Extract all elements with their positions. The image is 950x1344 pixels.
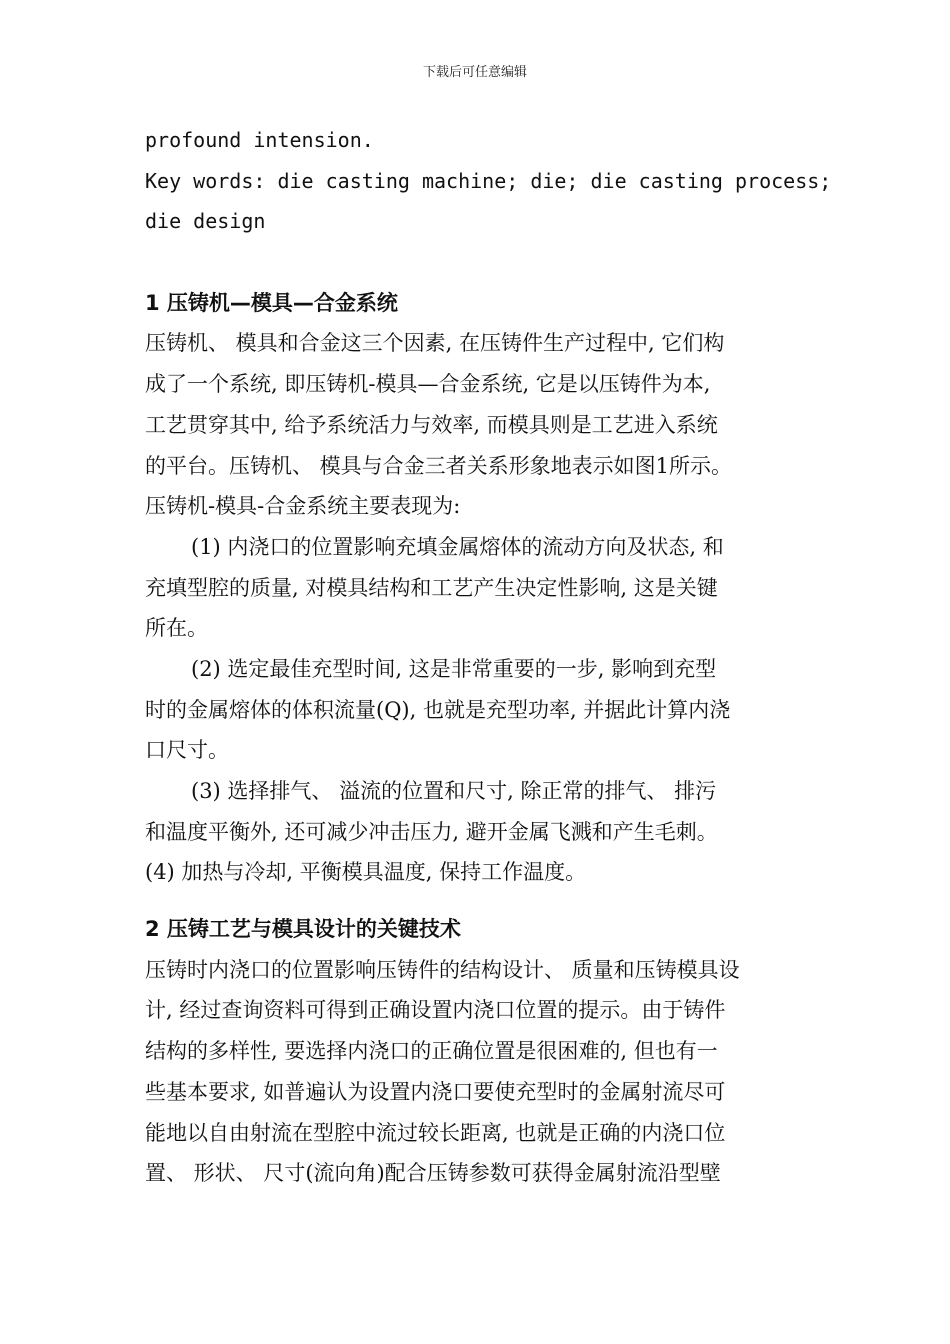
paragraph-line: (1) 内浇口的位置影响充填金属熔体的流动方向及状态, 和	[191, 534, 724, 559]
paragraph-line: 所在。	[145, 616, 208, 641]
list-item-1	[145, 527, 815, 649]
spacer	[145, 893, 815, 909]
section-1-title: 1 压铸机—模具—合金系统	[145, 290, 398, 315]
paragraph-line: (3) 选择排气、 溢流的位置和尺寸, 除正常的排气、 排污	[191, 779, 717, 803]
keywords-line-1: Key words: die casting machine; die; die casting process;	[145, 168, 832, 193]
paragraph-line: 些基本要求, 如普遍认为设置内浇口要使充型时的金属射流尽可	[145, 1079, 726, 1104]
paragraph-line: 置、 形状、 尺寸(流向角)配合压铸参数可获得金属射流沿型壁	[145, 1161, 721, 1186]
list-item-4: (4) 加热与冷却, 平衡模具温度, 保持工作温度。	[145, 860, 587, 885]
paragraph-line: 的平台。压铸机、 模具与合金三者关系形象地表示如图1所示。	[145, 453, 733, 478]
paragraph-line: 时的金属熔体的体积流量(Q), 也就是充型功率, 并据此计算内浇	[145, 697, 731, 722]
paragraph-line: 口尺寸。	[145, 738, 229, 763]
paragraph-line: 计, 经过查询资料可得到正确设置内浇口位置的提示。由于铸件	[145, 998, 726, 1023]
paragraph-line: 充填型腔的质量, 对模具结构和工艺产生决定性影响, 这是关键	[145, 575, 718, 600]
keywords-line-2: die design	[145, 209, 266, 234]
abstract-closing-line: profound intension.	[145, 128, 374, 152]
paragraph-line: 成了一个系统, 即压铸机-模具—合金系统, 它是以压铸件为本,	[145, 372, 711, 397]
paragraph-line: 结构的多样性, 要选择内浇口的正确位置是很困难的, 但也有一	[145, 1039, 718, 1064]
paragraph-line: 工艺贯穿其中, 给予系统活力与效率, 而模具则是工艺进入系统	[145, 412, 718, 437]
document-body	[145, 120, 832, 1194]
paragraph-line: 压铸机-模具-合金系统主要表现为:	[145, 494, 461, 519]
paragraph-line: 和温度平衡外, 还可减少冲击压力, 避开金属飞溅和产生毛刺。	[145, 819, 718, 844]
paragraph-line: 能地以自由射流在型腔中流过较长距离, 也就是正确的内浇口位	[145, 1120, 726, 1145]
page-header: 下载后可任意编辑	[422, 65, 527, 80]
list-item-3	[145, 771, 815, 852]
paragraph-line: (2) 选定最佳充型时间, 这是非常重要的一步, 影响到充型	[191, 656, 717, 681]
spacer	[145, 242, 815, 283]
section-2-title: 2 压铸工艺与模具设计的关键技术	[145, 917, 461, 942]
paragraph-line: 压铸时内浇口的位置影响压铸件的结构设计、 质量和压铸模具设	[145, 957, 740, 982]
section-1-intro	[145, 323, 815, 526]
section-2-body	[145, 950, 815, 1194]
list-item-2	[145, 649, 815, 771]
paragraph-line: 压铸机、 模具和合金这三个因素, 在压铸件生产过程中, 它们构	[145, 331, 725, 356]
